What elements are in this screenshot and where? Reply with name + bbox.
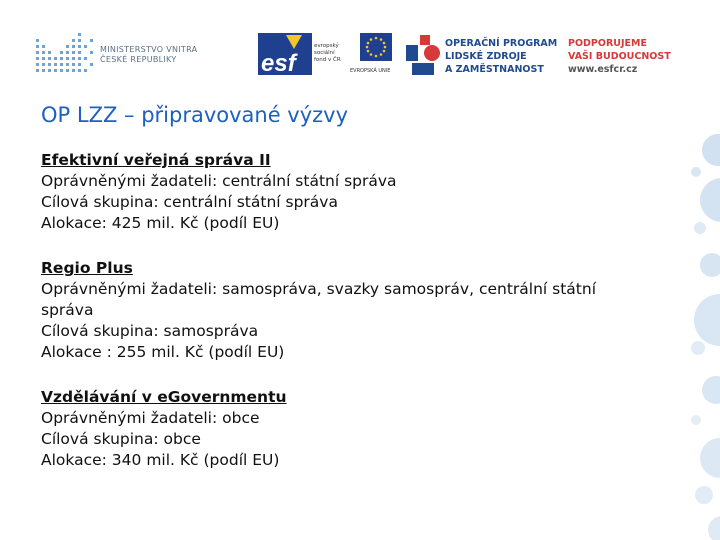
eu-caption: EVROPSKÁ UNIE bbox=[350, 68, 391, 74]
call-heading: Vzdělávání v eGovernmentu bbox=[41, 388, 287, 406]
esf-mark-icon bbox=[258, 33, 312, 75]
op-lzz-line-1: OPERAČNÍ PROGRAM bbox=[445, 38, 558, 49]
call-allocation: Alokace : 255 mil. Kč (podíl EU) bbox=[41, 343, 285, 361]
call-allocation: Alokace: 425 mil. Kč (podíl EU) bbox=[41, 214, 280, 232]
esf-logo bbox=[258, 33, 394, 77]
call-allocation: Alokace: 340 mil. Kč (podíl EU) bbox=[41, 451, 280, 469]
esf-mark-text: esf bbox=[261, 50, 296, 75]
support-line-2: VAŠI BUDOUCNOST bbox=[568, 51, 671, 62]
call-applicants: Oprávněnými žadateli: samospráva, svazky samospráv, centrální státní správa bbox=[41, 280, 597, 319]
esf-caption-line-3: fond v ČR bbox=[314, 57, 341, 63]
call-applicants: Oprávněnými žadateli: centrální státní správa bbox=[41, 172, 397, 190]
call-target-group: Cílová skupina: centrální státní správa bbox=[41, 193, 338, 211]
call-section bbox=[41, 258, 641, 363]
support-line-1: PODPORUJEME bbox=[568, 38, 647, 49]
op-lzz-logo bbox=[406, 33, 556, 77]
op-lzz-line-2: LIDSKÉ ZDROJE bbox=[445, 51, 527, 62]
op-lzz-line-3: A ZAMĚSTNANOST bbox=[445, 64, 544, 75]
call-heading: Efektivní veřejná správa II bbox=[41, 151, 271, 169]
call-heading: Regio Plus bbox=[41, 259, 133, 277]
support-slogan bbox=[568, 37, 698, 77]
ministry-logo bbox=[36, 33, 206, 77]
call-target-group: Cílová skupina: samospráva bbox=[41, 322, 259, 340]
op-lzz-emblem-icon bbox=[406, 35, 440, 75]
esf-caption-line-2: sociální bbox=[314, 50, 335, 56]
eu-flag-icon bbox=[360, 33, 392, 61]
esf-caption bbox=[314, 43, 341, 64]
ministry-emblem-icon bbox=[36, 33, 96, 77]
call-target-group: Cílová skupina: obce bbox=[41, 430, 201, 448]
op-lzz-name bbox=[445, 37, 557, 76]
esf-caption-line-1: evropský bbox=[314, 43, 339, 49]
ministry-name-line-1: MINISTERSTVO VNITRA bbox=[100, 45, 198, 54]
calls-list bbox=[41, 150, 641, 495]
slide-title: OP LZZ – připravované výzvy bbox=[41, 103, 349, 127]
ministry-name-line-2: ČESKÉ REPUBLIKY bbox=[100, 55, 177, 64]
header-logos bbox=[0, 0, 720, 95]
support-url: www.esfcr.cz bbox=[568, 64, 638, 75]
ministry-name bbox=[100, 45, 197, 65]
call-section bbox=[41, 150, 641, 234]
call-section bbox=[41, 387, 641, 471]
call-applicants: Oprávněnými žadateli: obce bbox=[41, 409, 260, 427]
